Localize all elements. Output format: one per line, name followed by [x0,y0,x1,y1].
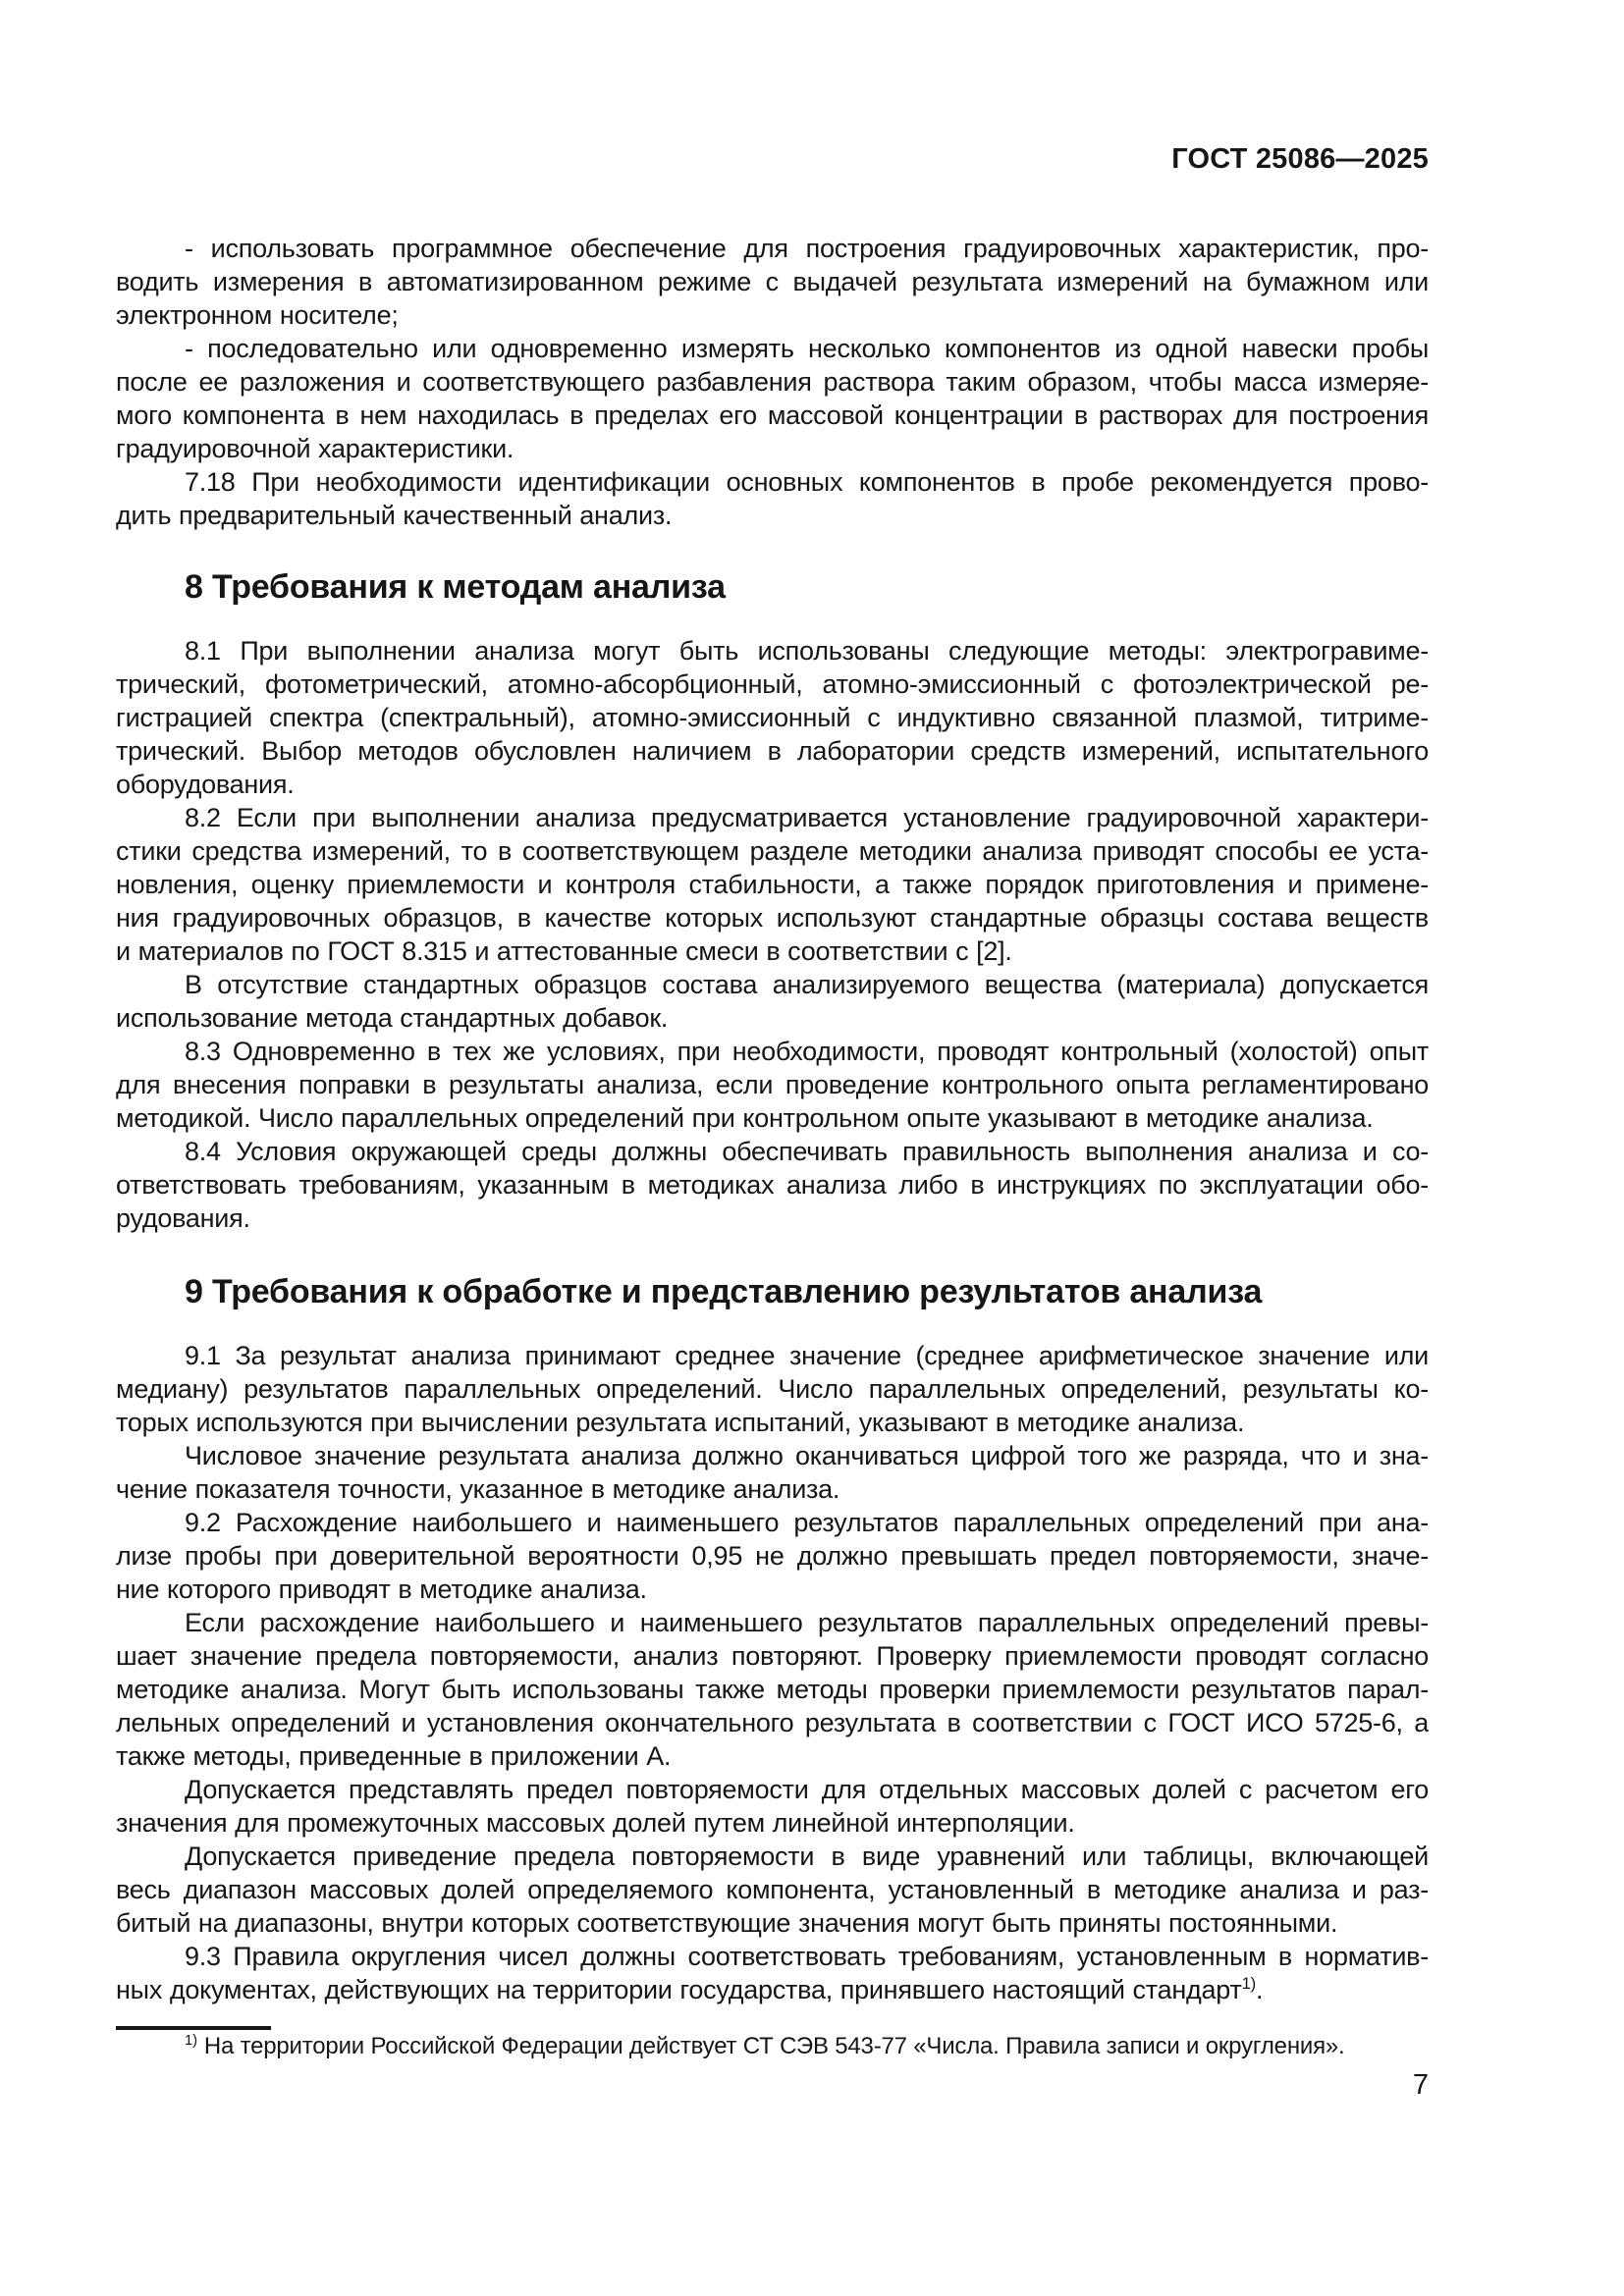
text-line: 9.3 Правила округления чисел должны соответствовать требованиям, установленным в норматив- [185,1942,1429,1971]
text-line: градуировочной характеристики. [116,434,514,463]
paragraph [116,1940,1429,2006]
text-line: 7.18 При необходимости идентификации основных компонентов в пробе рекомендуется прово- [185,467,1429,497]
text-line: чение показателя точности, указанное в методике анализа. [116,1474,840,1504]
text-line: битый на диапазоны, внутри которых соответствующие значения могут быть приняты постоянными. [116,1908,1338,1938]
paragraph [116,332,1429,465]
paragraph [116,1135,1429,1235]
text-line: ния градуировочных образцов, в качестве которых используют стандартные образцы состава веществ [116,903,1429,933]
text-line: стики средства измерений, то в соответствующем разделе методики анализа приводят способы ее уста- [116,836,1429,866]
text-line: новления, оценку приемлемости и контроля стабильности, а также порядок приготовления и примене- [116,870,1429,899]
text-line: использование метода стандартных добавок. [116,1003,669,1033]
text-line: 8.1 При выполнении анализа могут быть использованы следующие методы: электрогравиме- [185,636,1429,666]
text-line: Допускается приведение предела повторяемости в виде уравнений или таблицы, включающей [185,1842,1429,1871]
paragraph [116,232,1429,332]
text-line: ние которого приводят в методике анализа. [116,1575,647,1604]
text-line: Числовое значение результата анализа должно оканчиваться цифрой того же разряда, что и зна- [185,1441,1429,1470]
paragraph [116,465,1429,532]
footnote-divider [116,2026,271,2030]
text-line: - использовать программное обеспечение для построения градуировочных характеристик, про- [185,234,1429,263]
footnote [116,2032,1429,2061]
paragraph [116,1339,1429,1439]
text-line: медиану) результатов параллельных определений. Число параллельных определений, результаты ко- [116,1374,1429,1404]
text-line: 8.2 Если при выполнении анализа предусматривается установление градуировочной характери- [185,803,1429,832]
text-line: весь диапазон массовых долей определяемого компонента, установленный в методике анализа и раз- [116,1875,1429,1904]
text-line: 9.2 Расхождение наибольшего и наименьшего результатов параллельных определений при ана- [185,1508,1429,1537]
text-line: значения для промежуточных массовых долей путем линейной интерполяции. [116,1808,1075,1838]
text-line [116,1973,1429,2006]
paragraph [116,634,1429,801]
text-segment: ных документах, действующих на территории государства, принявшего настоящий стандарт [116,1975,1242,2004]
text-line: Допускается представлять предел повторяемости для отдельных массовых долей с расчетом его [185,1775,1429,1804]
text-line: - последовательно или одновременно измерять несколько компонентов из одной навески пробы [185,334,1429,363]
running-header: ГОСТ 25086—2025 [1171,143,1429,175]
text-line: 8.4 Условия окружающей среды должны обеспечивать правильность выполнения анализа и со- [185,1137,1429,1166]
text-line: после ее разложения и соответствующего разбавления раствора таким образом, чтобы масса измеряе- [116,367,1429,397]
text-line: трический. Выбор методов обусловлен наличием в лаборатории средств измерений, испытательного [116,736,1429,766]
text-line: и материалов по ГОСТ 8.315 и аттестованные смеси в соответствии с [2]. [116,936,1012,966]
text-segment: . [1255,1975,1264,2004]
paragraph [116,1773,1429,1840]
text-line: гистрацией спектра (спектральный), атомно-эмиссионный с индуктивно связанной плазмой, титриме- [116,703,1429,732]
paragraph [116,801,1429,968]
text-line: 8.3 Одновременно в тех же условиях, при необходимости, проводят контрольный (холостой) опыт [185,1037,1429,1066]
section-heading-9: 9 Требования к обработке и представлению результатов анализа [185,1273,1263,1310]
section-9-paragraphs [116,1339,1429,2006]
text-line: методикой. Число параллельных определений при контрольном опыте указывают в методике анализа. [116,1103,1374,1133]
paragraph [116,1606,1429,1773]
text-line: трический, фотометрический, атомно-абсорбционный, атомно-эмиссионный с фотоэлектрической ре- [116,669,1429,699]
text-line: также методы, приведенные в приложении А. [116,1741,672,1771]
text-line: дить предварительный качественный анализ. [116,501,673,530]
text-line: мого компонента в нем находилась в пределах его массовой концентрации в растворах для построения [116,400,1429,430]
footnote-text: На территории Российской Федерации действует СТ СЭВ 543-77 «Числа. Правила записи и округления». [203,2033,1345,2059]
page-number: 7 [1412,2069,1429,2101]
text-line: лельных определений и установления окончательного результата в соответствии с ГОСТ ИСО 5725-6, а [116,1708,1429,1737]
paragraph [116,1439,1429,1506]
paragraph [116,1840,1429,1940]
section-8-paragraphs [116,634,1429,1235]
text-line: В отсутствие стандартных образцов состава анализируемого вещества (материала) допускается [185,970,1429,999]
superscript-reference: 1) [1241,1974,1256,1993]
text-line: для внесения поправки в результаты анализа, если проведение контрольного опыта регламентировано [116,1070,1429,1099]
section-7-paragraphs [116,232,1429,532]
text-line: методике анализа. Могут быть использованы также методы проверки приемлемости результатов парал- [116,1675,1429,1704]
text-line: электронном носителе; [116,300,399,330]
paragraph [116,1506,1429,1606]
text-line: шает значение предела повторяемости, анализ повторяют. Проверку приемлемости проводят согласно [116,1641,1429,1671]
text-line: оборудования. [116,770,295,799]
paragraph [116,968,1429,1035]
text-line: лизе пробы при доверительной вероятности 0,95 не должно превышать предел повторяемости, значе- [116,1541,1429,1571]
section-heading-8: 8 Требования к методам анализа [185,568,726,606]
text-line: Если расхождение наибольшего и наименьшего результатов параллельных определений превы- [185,1608,1429,1637]
text-line: водить измерения в автоматизированном режиме с выдачей результата измерений на бумажном или [116,267,1429,296]
text-line: торых используются при вычислении результата испытаний, указывают в методике анализа. [116,1408,1245,1437]
footnote-marker: 1) [185,2033,197,2049]
paragraph [116,1035,1429,1135]
text-line: 9.1 За результат анализа принимают среднее значение (среднее арифметическое значение или [185,1341,1429,1370]
text-line: ответствовать требованиям, указанным в методиках анализа либо в инструкциях по эксплуатации обо- [116,1170,1429,1200]
text-line: рудования. [116,1203,250,1233]
